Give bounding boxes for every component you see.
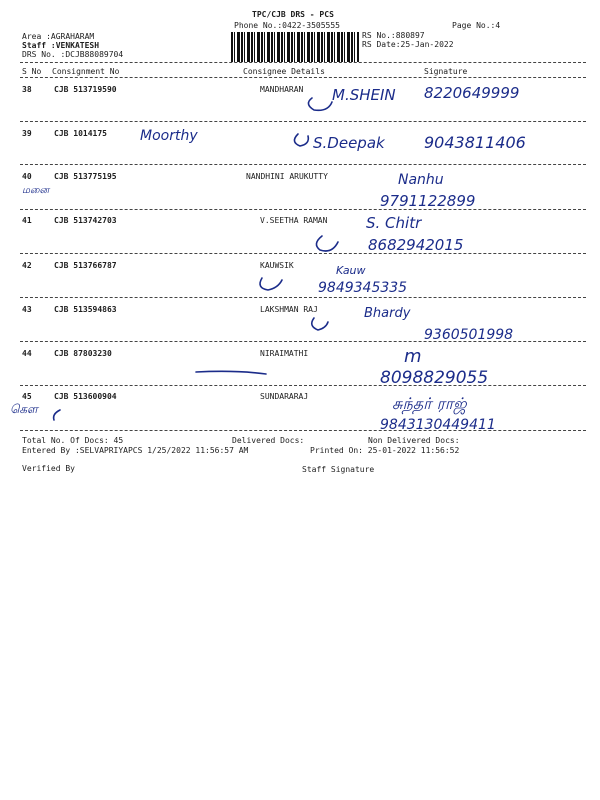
page-number: Page No.:4 xyxy=(452,21,501,30)
signature-stroke xyxy=(196,371,266,374)
handwritten-signature: சுந்தர் ராஜ் xyxy=(392,394,467,413)
signature-stroke xyxy=(54,410,60,420)
row-consignment: CJB 513594863 xyxy=(54,305,117,314)
row-consignment: CJB 513742703 xyxy=(54,216,117,225)
row-consignment: CJB 513600904 xyxy=(54,392,117,401)
signature-stroke xyxy=(316,236,338,251)
handwritten-phone: 8220649999 xyxy=(424,84,520,102)
rs-date: RS Date:25-Jan-2022 xyxy=(362,40,454,49)
row-sno: 43 xyxy=(22,305,32,314)
rs-number: RS No.:880897 xyxy=(362,31,425,40)
row-sno: 40 xyxy=(22,172,32,181)
handwritten-phone: 9849345335 xyxy=(318,280,408,296)
handwritten-signature: M.SHEIN xyxy=(332,86,396,104)
handwritten-signature: Kauw xyxy=(336,264,366,277)
handwritten-signature: S. Chitr xyxy=(366,214,422,232)
handwritten-note: கௌ xyxy=(10,402,38,416)
col-signature: Signature xyxy=(424,67,468,76)
row-sno: 44 xyxy=(22,349,32,358)
handwritten-signature: Bhardy xyxy=(364,306,411,321)
signature-stroke xyxy=(308,98,332,110)
staff-signature: Staff Signature xyxy=(302,465,375,474)
handwritten-note: மனை xyxy=(22,185,50,196)
phone-number: Phone No.:0422-3505555 xyxy=(234,21,340,30)
handwritten-signature: S.Deepak xyxy=(313,134,385,152)
row-consignee: SUNDARARAJ xyxy=(260,392,309,401)
row-consignment: CJB 513719590 xyxy=(54,85,117,94)
staff-label: Staff :VENKATESH xyxy=(22,41,100,50)
row-consignment: CJB 513775195 xyxy=(54,172,117,181)
col-consignment: Consignment No xyxy=(52,67,120,76)
handwritten-phone: 8682942015 xyxy=(368,236,464,254)
handwritten-phone: 9791122899 xyxy=(380,192,476,210)
non-delivered-docs: Non Delivered Docs: xyxy=(368,436,460,445)
row-sno: 38 xyxy=(22,85,32,94)
handwritten-signature: Nanhu xyxy=(398,172,444,188)
row-consignee: NIRAIMATHI xyxy=(260,349,309,358)
signature-stroke xyxy=(260,278,282,290)
handwritten-signature: m xyxy=(404,346,422,367)
row-consignment: CJB 87803230 xyxy=(54,349,112,358)
row-sno: 39 xyxy=(22,129,32,138)
row-consignee: V.SEETHA RAMAN xyxy=(260,216,328,225)
handwritten-phone: 8098829055 xyxy=(380,368,489,388)
drs-number: DRS No. :DCJB88089704 xyxy=(22,50,124,59)
row-sno: 41 xyxy=(22,216,32,225)
row-consignment: CJB 1014175 xyxy=(54,129,107,138)
row-consignee: NANDHINI ARUKUTTY xyxy=(246,172,328,181)
handwritten-note: Moorthy xyxy=(140,128,198,144)
area-label: Area :AGRAHARAM xyxy=(22,32,95,41)
col-sno: S No xyxy=(22,67,42,76)
document-title: TPC/CJB DRS - PCS xyxy=(252,10,334,19)
printed-on: Printed On: 25-01-2022 11:56:52 xyxy=(310,446,460,455)
total-docs: Total No. Of Docs: 45 xyxy=(22,436,124,445)
row-sno: 45 xyxy=(22,392,32,401)
row-consignee: KAUWSIK xyxy=(260,261,294,270)
entered-by: Entered By :SELVAPRIYAPCS 1/25/2022 11:56:57 AM xyxy=(22,446,249,455)
handwritten-phone: 9360501998 xyxy=(424,327,514,343)
signature-stroke xyxy=(312,318,328,330)
col-consignee: Consignee Details xyxy=(243,67,325,76)
row-consignee: LAKSHMAN RAJ xyxy=(260,305,318,314)
handwritten-phone: 9843130449411 xyxy=(380,417,496,433)
row-consignee: MANDHARAN xyxy=(260,85,304,94)
row-sno: 42 xyxy=(22,261,32,270)
delivered-docs: Delivered Docs: xyxy=(232,436,305,445)
handwritten-phone: 9043811406 xyxy=(424,133,526,152)
row-consignment: CJB 513766787 xyxy=(54,261,117,270)
signature-stroke xyxy=(294,134,308,146)
verified-by: Verified By xyxy=(22,464,75,473)
